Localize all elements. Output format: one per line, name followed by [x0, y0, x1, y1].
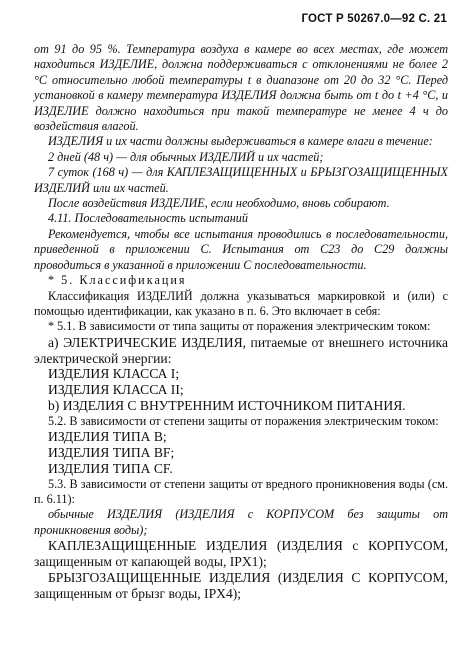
document-body [34, 42, 448, 601]
section-5-title: * 5. Классификация [48, 273, 187, 288]
humidity-test-conditions: от 91 до 95 %. Температура воздуха в камере во всех местах, где может находиться ИЗДЕЛИЕ, должна поддерживаться с отклонениями не более 2 °С относительно любой температуры t в диапазоне от 20 до 32 °С. Перед установкой в камеру температура ИЗДЕЛИЯ должна быть от t до t +4 °С, и ИЗДЕЛИЕ должно находиться при такой температуре не менее 4 ч до воздействия влагой. [34, 42, 448, 134]
ordinary-devices: обычные ИЗДЕЛИЯ (ИЗДЕЛИЯ с КОРПУСОМ без защиты от проникновения воды); [34, 507, 448, 537]
section-4-11-title: 4.11. Последовательность испытаний [48, 211, 248, 226]
exposure-duration-intro: ИЗДЕЛИЯ и их части должны выдерживаться в камере влаги в течение: [48, 134, 433, 149]
classification-intro: Классификация ИЗДЕЛИЙ должна указываться маркировкой и (или) с помощью идентификации, как указано в п. 6. Это включает в себя: [34, 288, 448, 318]
class-ii: ИЗДЕЛИЯ КЛАССА II; [48, 382, 184, 398]
clause-5-1: * 5.1. В зависимости от типа защиты от поражения электрическим током: [48, 319, 431, 334]
type-bf: ИЗДЕЛИЯ ТИПА BF; [48, 444, 175, 460]
item-b-internal-source: b) ИЗДЕЛИЯ С ВНУТРЕННИМ ИСТОЧНИКОМ ПИТАНИЯ. [48, 397, 406, 413]
drip-proof-devices: КАПЛЕЗАЩИЩЕННЫЕ ИЗДЕЛИЯ (ИЗДЕЛИЯ с КОРПУСОМ, защищенным от капающей воды, IPX1); [34, 538, 448, 569]
type-b: ИЗДЕЛИЯ ТИПА В; [48, 429, 167, 445]
reassembly-note: После воздействия ИЗДЕЛИЕ, если необходимо, вновь собирают. [48, 196, 390, 211]
item-a-external-source: а) ЭЛЕКТРИЧЕСКИЕ ИЗДЕЛИЯ, питаемые от внешнего источника электрической энергии: [34, 334, 448, 366]
clause-5-3: 5.3. В зависимости от степени защиты от вредного проникновения воды (см. п. 6.11): [34, 476, 448, 506]
splash-proof-devices: БРЫЗГОЗАЩИЩЕННЫЕ ИЗДЕЛИЯ (ИЗДЕЛИЯ С КОРПУСОМ, защищенным от брызг воды, IPX4); [34, 569, 448, 601]
page-header: ГОСТ Р 50267.0—92 С. 21 [301, 13, 447, 25]
test-sequence-text: Рекомендуется, чтобы все испытания проводились в последовательности, приведенной в приложении С. Испытания от С23 до С29 должны проводиться в указанной в приложении С последовательности. [34, 226, 448, 272]
exposure-ordinary: 2 дней (48 ч) — для обычных ИЗДЕЛИЙ и их частей; [48, 149, 324, 164]
type-cf: ИЗДЕЛИЯ ТИПА CF. [48, 460, 173, 476]
class-i: ИЗДЕЛИЯ КЛАССА I; [48, 366, 180, 382]
clause-5-2: 5.2. В зависимости от степени защиты от поражения электрическим током: [48, 413, 439, 428]
exposure-drip-splash-proof: 7 суток (168 ч) — для КАПЛЕЗАЩИЩЕННЫХ и БРЫЗГОЗАЩИЩЕННЫХ ИЗДЕЛИЙ или их частей. [34, 165, 448, 195]
